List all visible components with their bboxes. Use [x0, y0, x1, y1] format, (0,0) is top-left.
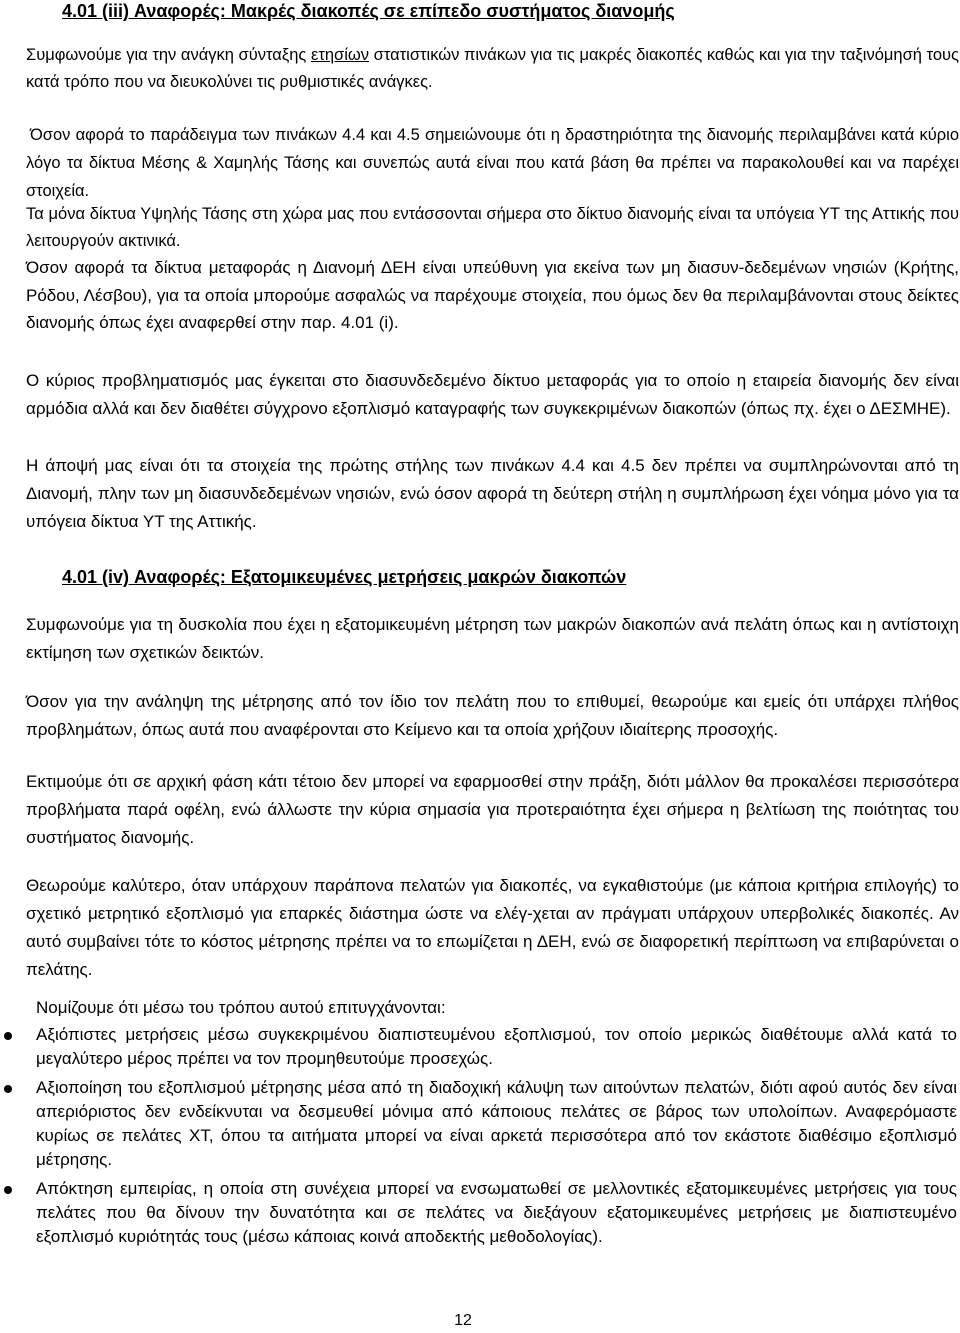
paragraph: Εκτιμούμε ότι σε αρχική φάση κάτι τέτοιο δεν μπορεί να εφαρμοσθεί στην πράξη, διότι μάλλον θα προκαλέσει περισσότερα προβλήματα παρά οφέλη, ενώ άλλωστε την κύρια σημασία για προτεραιότητα έχει σήμερα η βελτίωση της ποιότητας του συστήματος διανομής. — [26, 772, 959, 847]
bullet-icon — [4, 1186, 12, 1194]
paragraph — [26, 42, 959, 96]
paragraph: Ο κύριος προβληματισμός μας έγκειται στο διασυνδεδεμένο δίκτυο μεταφοράς για το οποίο η εταιρεία διανομής δεν είναι αρμόδια αλλά και δεν διαθέτει σύγχρονο εξοπλισμό καταγραφής των συγκεκριμένων διακοπών (όπως πχ. έχει ο ΔΕΣΜΗΕ). — [26, 371, 959, 418]
section-heading-iv: 4.01 (iv) Αναφορές: Εξατομικευμένες μετρήσεις μακρών διακοπών — [62, 567, 627, 587]
paragraph: Θεωρούμε καλύτερο, όταν υπάρχουν παράπονα πελατών για διακοπές, να εγκαθιστούμε (με κάποια κριτήρια επιλογής) το σχετικό μετρητικό εξοπλισμό για επαρκές διάστημα ώστε να ελέγ-χεται αν πράγματι υπάρχουν υπερβολικές διακοπές. Αν αυτό συμβαίνει τότε το κόστος μέτρησης πρέπει να το επωμίζεται η ΔΕΗ, ενώ σε διαφορετική περίπτωση να επιβαρύνεται ο πελάτης. — [26, 876, 959, 979]
list-item-text: Αξιόπιστες μετρήσεις μέσω συγκεκριμένου διαπιστευμένου εξοπλισμού, τον οποίο μερικώς διαθέτουμε αλλά κατά το μεγαλύτερο μέρος πρέπει να τον προμηθευτούμε προσεχώς. — [36, 1025, 957, 1068]
paragraph: Όσον για την ανάληψη της μέτρησης από τον ίδιο τον πελάτη που το επιθυμεί, θεωρούμε και εμείς ότι υπάρχει πλήθος προβλημάτων, όπως αυτά που αναφέρονται στο Κείμενο και τα οποία χρήζουν ιδιαίτερης προσοχής. — [26, 692, 959, 739]
paragraph: Νομίζουμε ότι μέσω του τρόπου αυτού επιτυγχάνονται: — [36, 998, 446, 1017]
page-number: 12 — [454, 1312, 472, 1329]
paragraph: Όσον αφορά τα δίκτυα μεταφοράς η Διανομή ΔΕΗ είναι υπεύθυνη για εκείνα των μη διασυν-δεδεμένων νησιών (Κρήτης, Ρόδου, Λέσβου), για τα οποία μπορούμε ασφαλώς να παρέχουμε στοιχεία, που όμως δεν θα περιλαμβάνονται στους δείκτες διανομής όπως έχει αναφερθεί στην παρ. 4.01 (i). — [26, 258, 959, 332]
paragraph-text: Συμφωνούμε για την ανάγκη σύνταξης — [26, 46, 311, 64]
paragraph-text: στατιστικών πινάκων για τις μακρές διακοπές καθώς και για την ταξινόμησή τους κατά τρόπο που να διευκολύνει τις ρυθμιστικές ανάγκες. — [26, 46, 959, 91]
list-item — [0, 1177, 957, 1249]
paragraph: Τα μόνα δίκτυα Υψηλής Τάσης στη χώρα μας που εντάσσονται σήμερα στο δίκτυο διανομής είναι τα υπόγεια ΥΤ της Αττικής που λειτουργούν ακτινικά. — [26, 205, 959, 250]
paragraph: Η άποψή μας είναι ότι τα στοιχεία της πρώτης στήλης των πινάκων 4.4 και 4.5 δεν πρέπει να συμπληρώνονται από τη Διανομή, πλην των μη διασυνδεδεμένων νησιών, ενώ όσον αφορά τη δεύτερη στήλη η συμπλήρωση έχει νόημα μόνο για τα υπόγεια δίκτυα ΥΤ της Αττικής. — [26, 456, 959, 531]
bullet-list — [0, 1023, 960, 1249]
list-item — [0, 1023, 957, 1071]
paragraph: Συμφωνούμε για τη δυσκολία που έχει η εξατομικευμένη μέτρηση των μακρών διακοπών ανά πελάτη όπως και η αντίστοιχη εκτίμηση των σχετικών δεικτών. — [26, 615, 959, 662]
section-heading-iii: 4.01 (iii) Αναφορές: Μακρές διακοπές σε επίπεδο συστήματος διανομής — [62, 1, 675, 21]
list-item-text: Απόκτηση εμπειρίας, η οποία στη συνέχεια μπορεί να ενσωματωθεί σε μελλοντικές εξατομικευμένες μετρήσεις για τους πελάτες που θα δίνουν την δυνατότητα και σε πελάτες να διεξάγουν εξατομικευμένες μετρήσεις με διαπιστευμένο εξοπλισμό κυριότητάς τους (μέσω κάποιας κοινά αποδεκτής μεθοδολογίας). — [36, 1179, 957, 1246]
list-item-text: Αξιοποίηση του εξοπλισμού μέτρησης μέσα από τη διαδοχική κάλυψη των αιτούντων πελατών, διότι αφού αυτός δεν είναι απεριόριστος δεν ενδείκνυται να δεσμευθεί μόνιμα από κάποιους πελάτες σε βάρος των υπολοίπων. Αναφερόμαστε κυρίως σε πελάτες ΧΤ, όπου τα αιτήματα μπορεί να είναι αρκετά περισσότερα από τον εκάστοτε διαθέσιμο εξοπλισμό μέτρησης. — [36, 1078, 957, 1169]
list-item — [0, 1076, 957, 1172]
bullet-icon — [4, 1032, 12, 1040]
paragraph: Όσον αφορά το παράδειγμα των πινάκων 4.4 και 4.5 σημειώνουμε ότι η δραστηριότητα της διανομής περιλαμβάνει κατά κύριο λόγο τα δίκτυα Μέσης & Χαμηλής Τάσης και συνεπώς αυτά είναι που κατά βάση θα πρέπει να παρακολουθεί και να παρέχει στοιχεία. — [26, 126, 959, 200]
underlined-word: ετησίων — [310, 46, 370, 64]
bullet-icon — [4, 1085, 12, 1093]
